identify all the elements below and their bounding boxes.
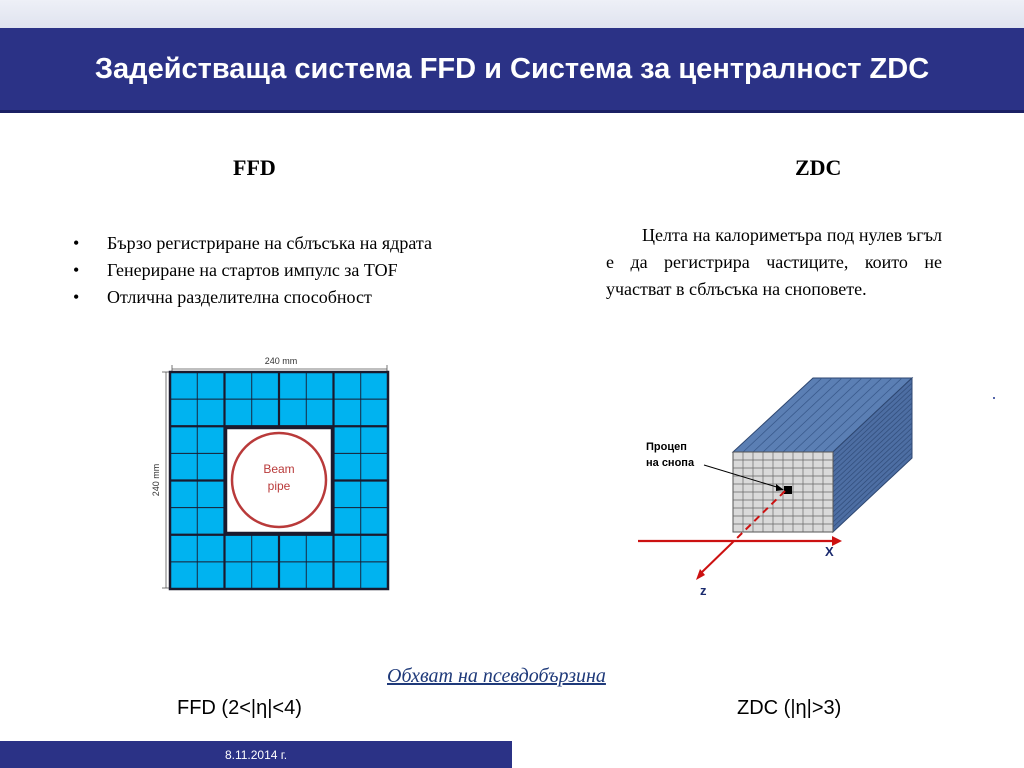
- top-strip: [0, 0, 1024, 28]
- bullet-text: Отлична разделителна способност: [107, 287, 372, 307]
- slide-date: 8.11.2014 г.: [224, 747, 288, 762]
- z-axis-line: [700, 542, 733, 574]
- title-bar: [0, 28, 1024, 113]
- beam-gap-marker: [784, 486, 792, 494]
- pipe-label: pipe: [267, 479, 291, 493]
- decorative-dot: [993, 397, 995, 399]
- ffd-bullet-list: [70, 230, 540, 311]
- ffd-range: FFD (2<|η|<4): [177, 697, 302, 719]
- zdc-description: Целта на калориметъра под нулев ъгъл е да регистрира частиците, които не участват в сблъсъка на сноповете.: [606, 225, 942, 299]
- bullet-icon: •: [73, 287, 80, 307]
- width-label: 240 mm: [264, 356, 298, 366]
- ffd-detector-diagram: [140, 350, 400, 595]
- list-item: [70, 284, 540, 311]
- bullet-text: Генериране на стартов импулс за TOF: [107, 260, 398, 280]
- beam-gap-label-line2: на снопа: [646, 457, 695, 469]
- list-item: [70, 230, 540, 257]
- x-axis-label: X: [825, 544, 834, 559]
- zdc-heading: ZDC: [795, 155, 842, 180]
- height-label: 240 mm: [151, 463, 161, 497]
- bullet-icon: •: [73, 260, 80, 280]
- zdc-calorimeter-diagram: [620, 370, 920, 605]
- z-axis-label: z: [700, 583, 707, 598]
- bullet-text: Бързо регистриране на сблъсъка на ядрата: [107, 233, 432, 253]
- beam-label: Beam: [263, 462, 295, 476]
- date-bar: [0, 741, 512, 768]
- pseudorapidity-link[interactable]: Обхват на псевдобързина: [387, 665, 606, 687]
- beam-gap-label-line1: Процеп: [646, 441, 687, 453]
- bullet-icon: •: [73, 233, 80, 253]
- zdc-range: ZDC (|η|>3): [737, 697, 842, 719]
- ffd-heading: FFD: [233, 155, 276, 180]
- list-item: [70, 257, 540, 284]
- slide-title: Задействаща система FFD и Система за централност ZDC: [94, 52, 930, 85]
